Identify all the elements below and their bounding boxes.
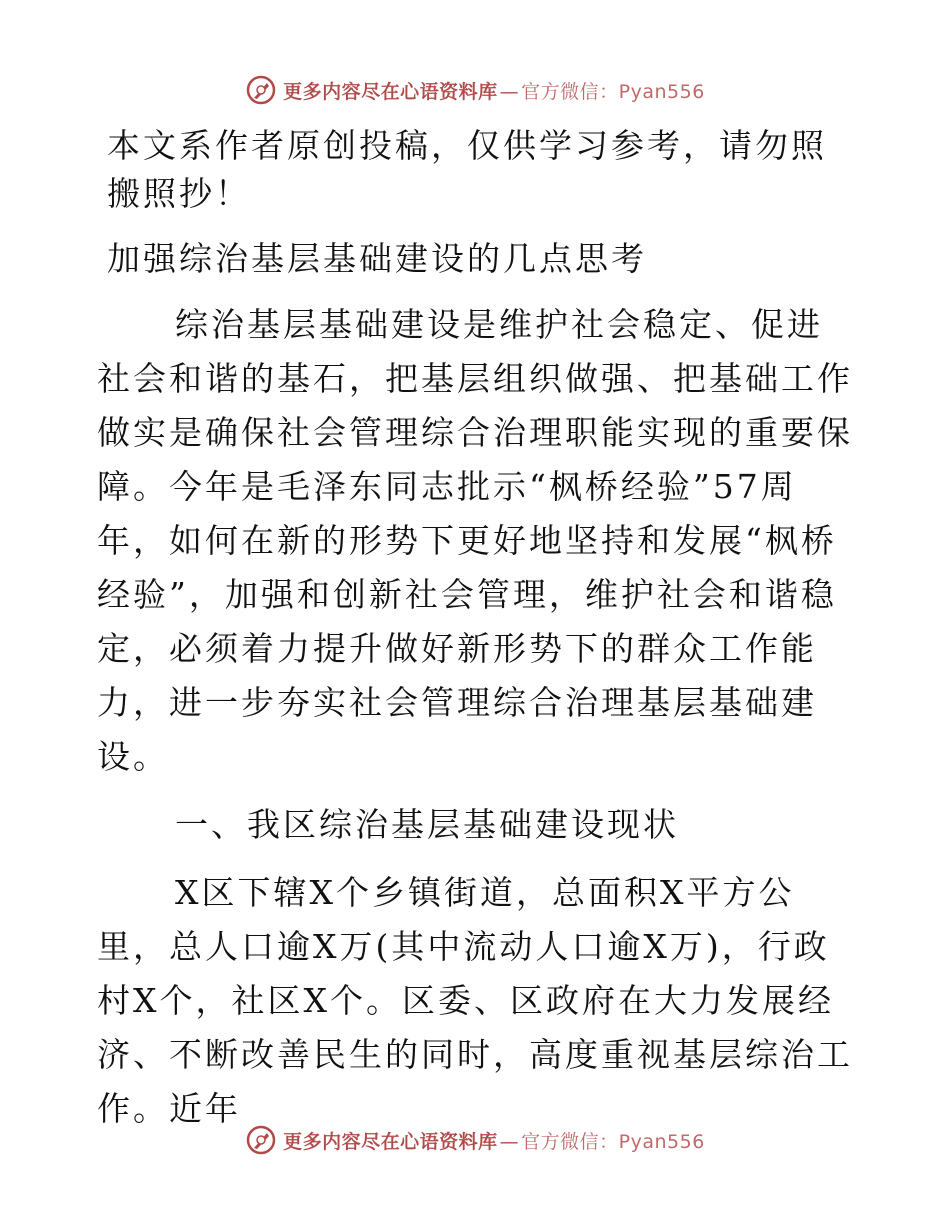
- watermark-brand: 更多内容尽在心语资料库: [283, 80, 498, 103]
- watermark-separator: —: [499, 80, 520, 103]
- document-title: 加强综治基层基础建设的几点思考: [107, 239, 647, 278]
- feather-logo-icon: [245, 74, 277, 106]
- watermark-separator: —: [499, 1130, 520, 1153]
- watermark-contact: 官方微信：Pyan556: [521, 1130, 705, 1153]
- watermark-brand: 更多内容尽在心语资料库: [283, 1130, 498, 1153]
- document-body: [97, 122, 857, 1136]
- copyright-notice: 本文系作者原创投稿，仅供学习参考，请勿照搬照抄！: [107, 126, 827, 213]
- watermark-footer: [0, 1124, 950, 1156]
- watermark-header: [0, 74, 950, 106]
- watermark-text: [283, 77, 705, 104]
- feather-logo-icon: [245, 1124, 277, 1156]
- watermark-contact: 官方微信：Pyan556: [521, 80, 705, 103]
- paragraph-intro: 综治基层基础建设是维护社会稳定、促进社会和谐的基石，把基层组织做强、把基础工作做实是确保社会管理综合治理职能实现的重要保障。今年是毛泽东同志批示“枫桥经验”57周年，如何在新的形势下更好地坚持和发展“枫桥经验”，加强和创新社会管理，维护社会和谐稳定，必须着力提升做好新形势下的群众工作能力，进一步夯实社会管理综合治理基层基础建设。: [97, 305, 853, 776]
- paragraph-status: X区下辖X个乡镇街道，总面积X平方公里，总人口逾X万(其中流动人口逾X万)，行政村X个，社区X个。区委、区政府在大力发展经济、不断改善民生的同时，高度重视基层综治工作。近年: [97, 873, 853, 1128]
- watermark-text: [283, 1127, 705, 1154]
- section-heading-1: 一、我区综治基层基础建设现状: [175, 805, 679, 844]
